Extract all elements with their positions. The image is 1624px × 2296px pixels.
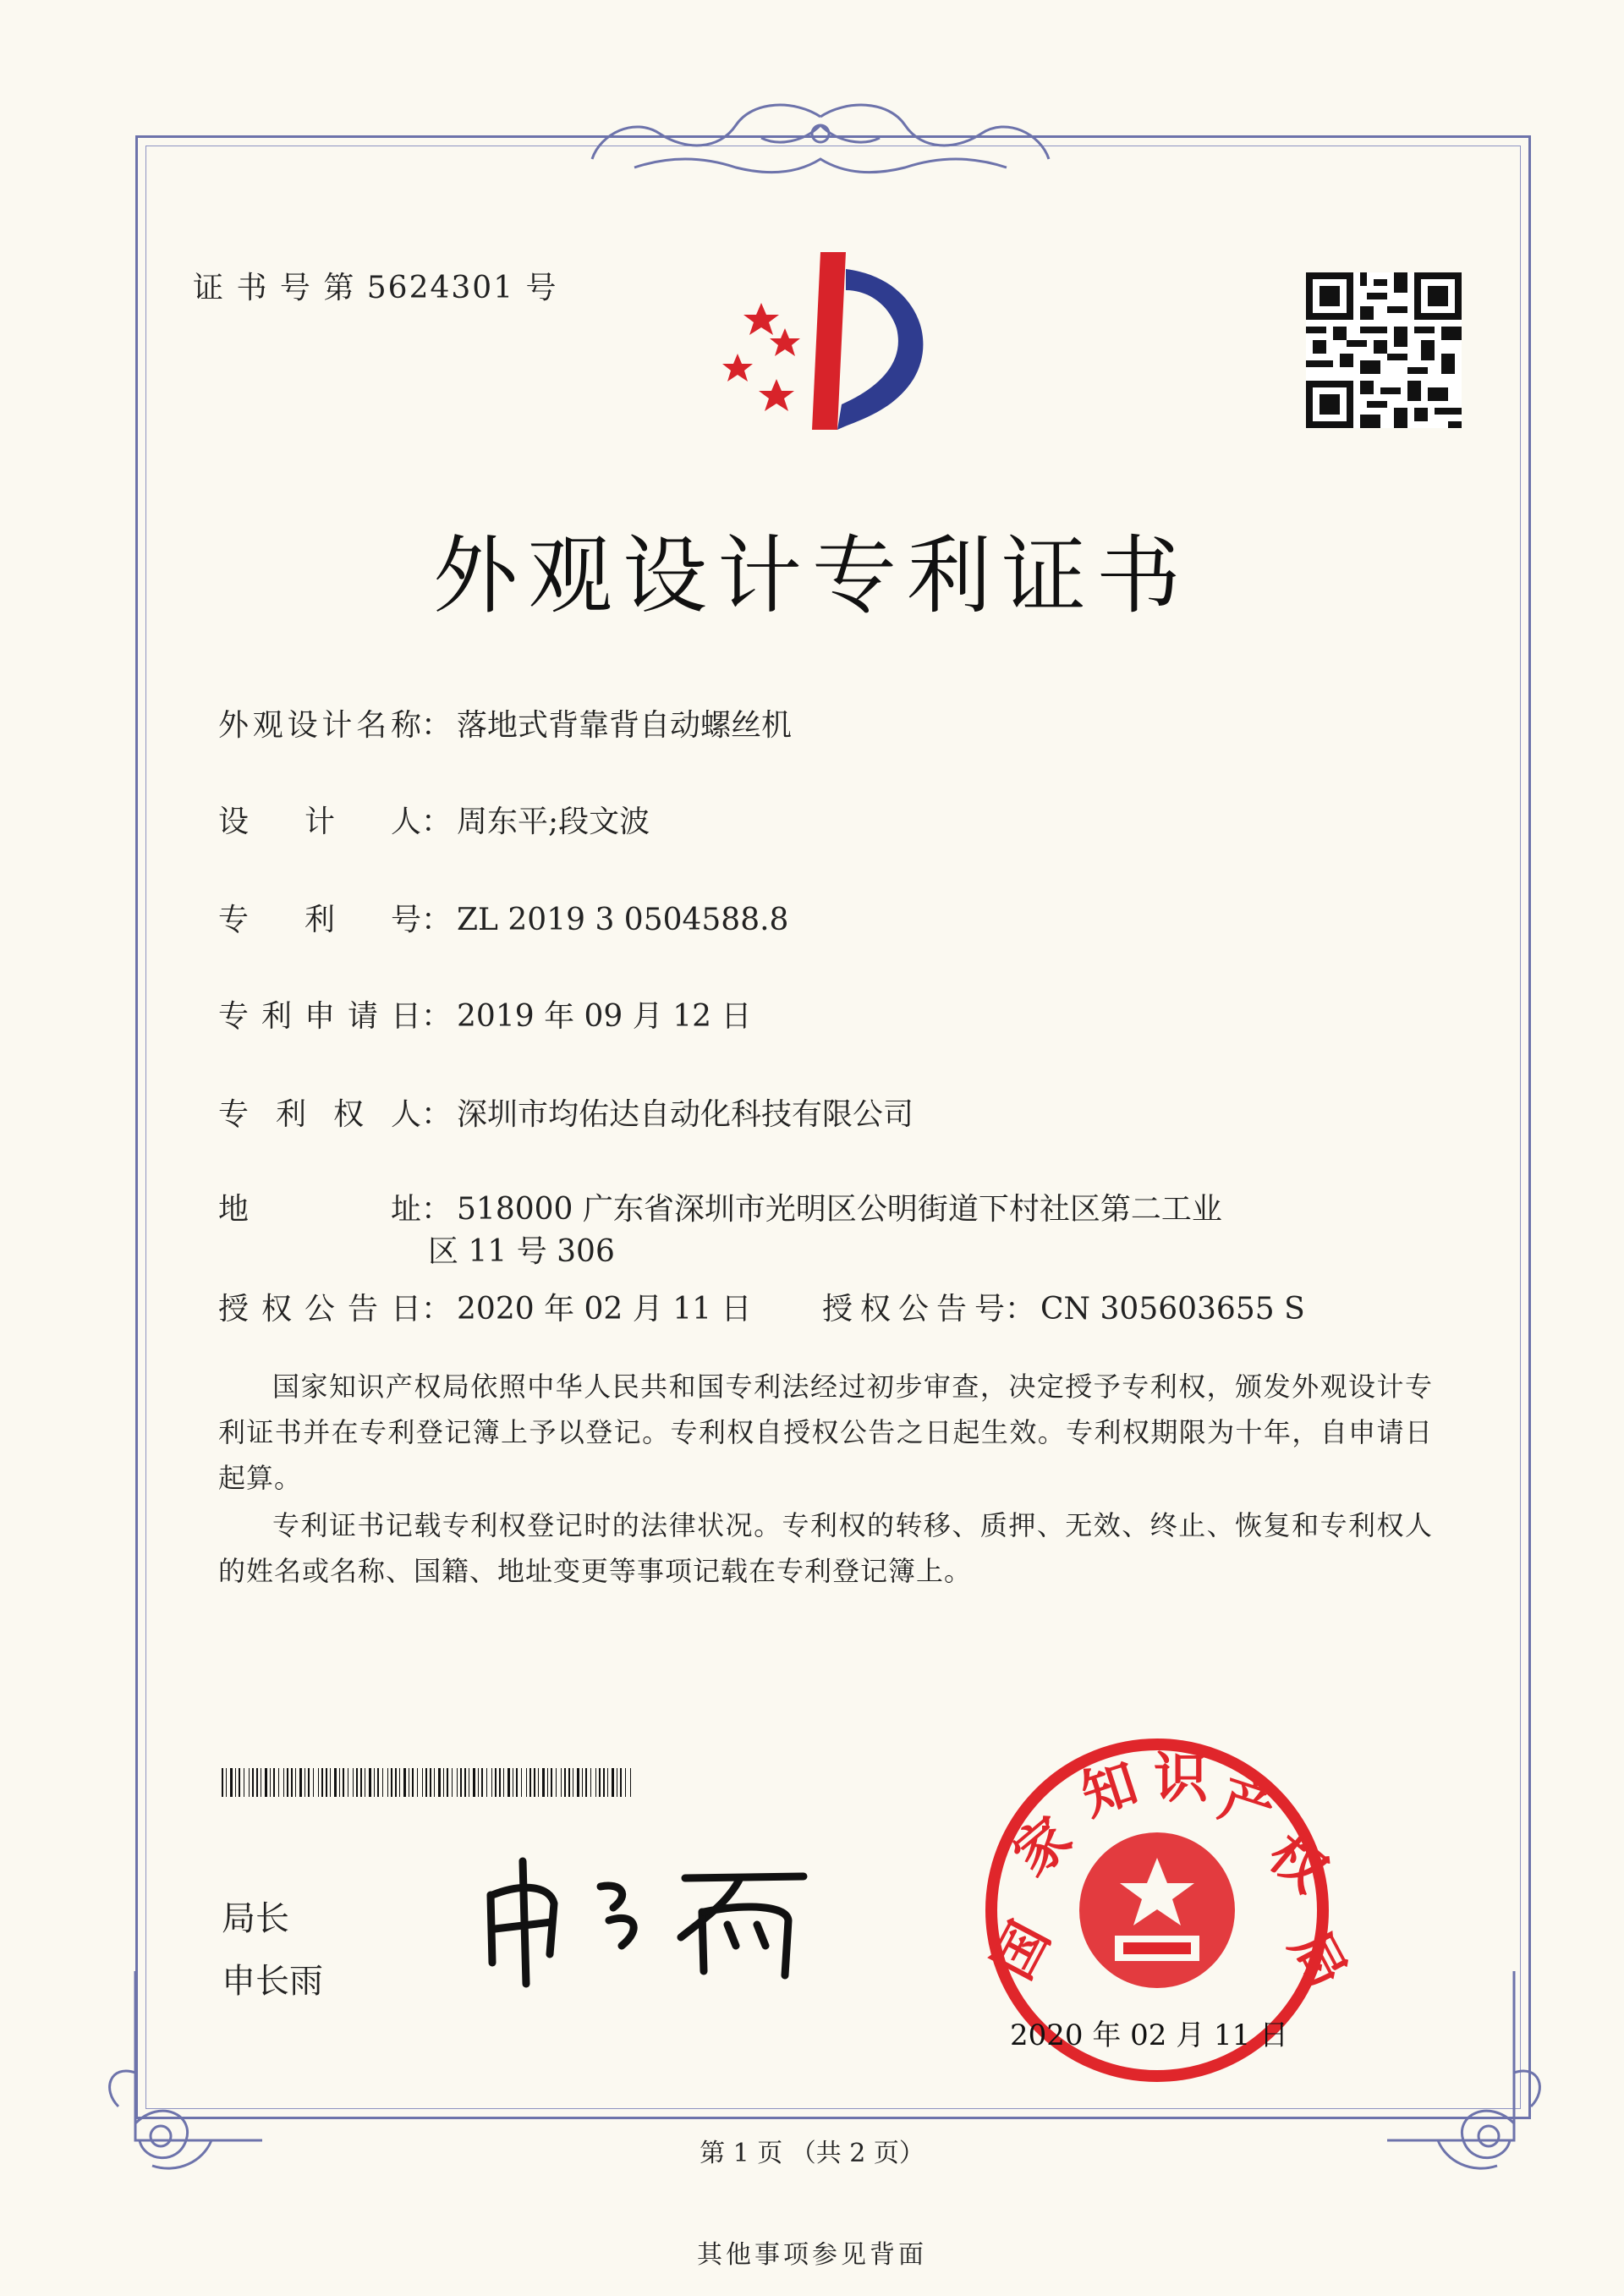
patentee-value: 深圳市均佑达自动化科技有限公司: [457, 1097, 914, 1132]
field-address: 地 址 ： 518000 广东省深圳市光明区公明街道下村社区第二工业: [218, 1188, 1222, 1232]
director-signature: [474, 1844, 829, 1988]
svg-text:局: 局: [1276, 1920, 1358, 1999]
grant-number-value: CN 305603655 S: [1040, 1292, 1305, 1327]
grant-date-value: 2020 年 02 月 11 日: [457, 1292, 752, 1327]
address-value-line1: 518000 广东省深圳市光明区公明街道下村社区第二工业: [457, 1192, 1222, 1227]
svg-text:家: 家: [1001, 1805, 1084, 1889]
seal-date: 2020 年 02 月 11 日: [1010, 2019, 1289, 2052]
field-patent-number: 专 利 号 ： ZL 2019 3 0504588.8: [218, 898, 788, 942]
barcode-icon: [222, 1768, 633, 1797]
svg-text:产: 产: [1212, 1766, 1283, 1843]
field-patentee: 专 利 权 人 ： 深圳市均佑达自动化科技有限公司: [218, 1093, 914, 1137]
design-name-value: 落地式背靠背自动螺丝机: [457, 708, 793, 743]
field-design-name: 外 观 设 计 名 称 ： 落地式背靠背自动螺丝机: [218, 704, 792, 748]
page-number: 第 1 页 （共 2 页）: [700, 2139, 924, 2168]
field-label: 专 利 权 人: [218, 1097, 421, 1132]
official-seal-icon: [971, 1733, 1358, 2054]
field-grant-number: 授 权 公 告 号 ： CN 305603655 S: [822, 1288, 1305, 1332]
patent-number-value: ZL 2019 3 0504588.8: [457, 903, 789, 937]
field-label: 外 观 设 计 名 称: [218, 708, 421, 743]
address-value-line2: 区 11 号 306: [428, 1234, 615, 1269]
designer-value: 周东平;段文波: [457, 805, 650, 839]
field-label: 授 权 公 告 号: [822, 1292, 1005, 1327]
field-filing-date: 专 利 申 请 日 ： 2019 年 09 月 12 日: [218, 995, 751, 1039]
field-grant-date: 授 权 公 告 日 ： 2020 年 02 月 11 日: [218, 1288, 751, 1332]
svg-text:识: 识: [1154, 1748, 1208, 1810]
statement-paragraph-1: 国家知识产权局依照中华人民共和国专利法经过初步审查，决定授予专利权，颁发外观设计专利证书并在专利登记簿上予以登记。专利权自授权公告之日起生效。专利权期限为十年，自申请日起算。: [218, 1370, 1433, 1494]
field-label: 专 利 申 请 日: [218, 999, 421, 1034]
director-name: 申长雨: [222, 1962, 323, 2001]
qr-code-icon: [1306, 272, 1462, 428]
top-ornament: [584, 100, 1057, 184]
svg-text:权: 权: [1256, 1821, 1339, 1905]
footer-note: 其他事项参见背面: [697, 2240, 927, 2270]
svg-text:国: 国: [981, 1912, 1063, 1990]
statement-paragraph-2: 专利证书记载专利权登记时的法律状况。专利权的转移、质押、无效、终止、恢复和专利权人的姓名或名称、国籍、地址变更等事项记载在专利登记簿上。: [218, 1509, 1433, 1587]
field-label: 地 址: [218, 1192, 421, 1227]
svg-text:知: 知: [1074, 1752, 1145, 1829]
filing-date-value: 2019 年 09 月 12 日: [457, 999, 752, 1034]
field-label: 授 权 公 告 日: [218, 1292, 421, 1327]
director-title: 局长: [222, 1899, 289, 1938]
certificate-number: 证 书 号 第 5624301 号: [193, 271, 558, 305]
certificate-title: 外观设计专利证书: [433, 526, 1191, 625]
field-designer: 设 计 人 ： 周东平;段文波: [218, 800, 650, 844]
field-label: 设 计 人: [218, 805, 421, 839]
field-label: 专 利 号: [218, 903, 421, 937]
cnipa-logo-icon: [710, 244, 956, 438]
